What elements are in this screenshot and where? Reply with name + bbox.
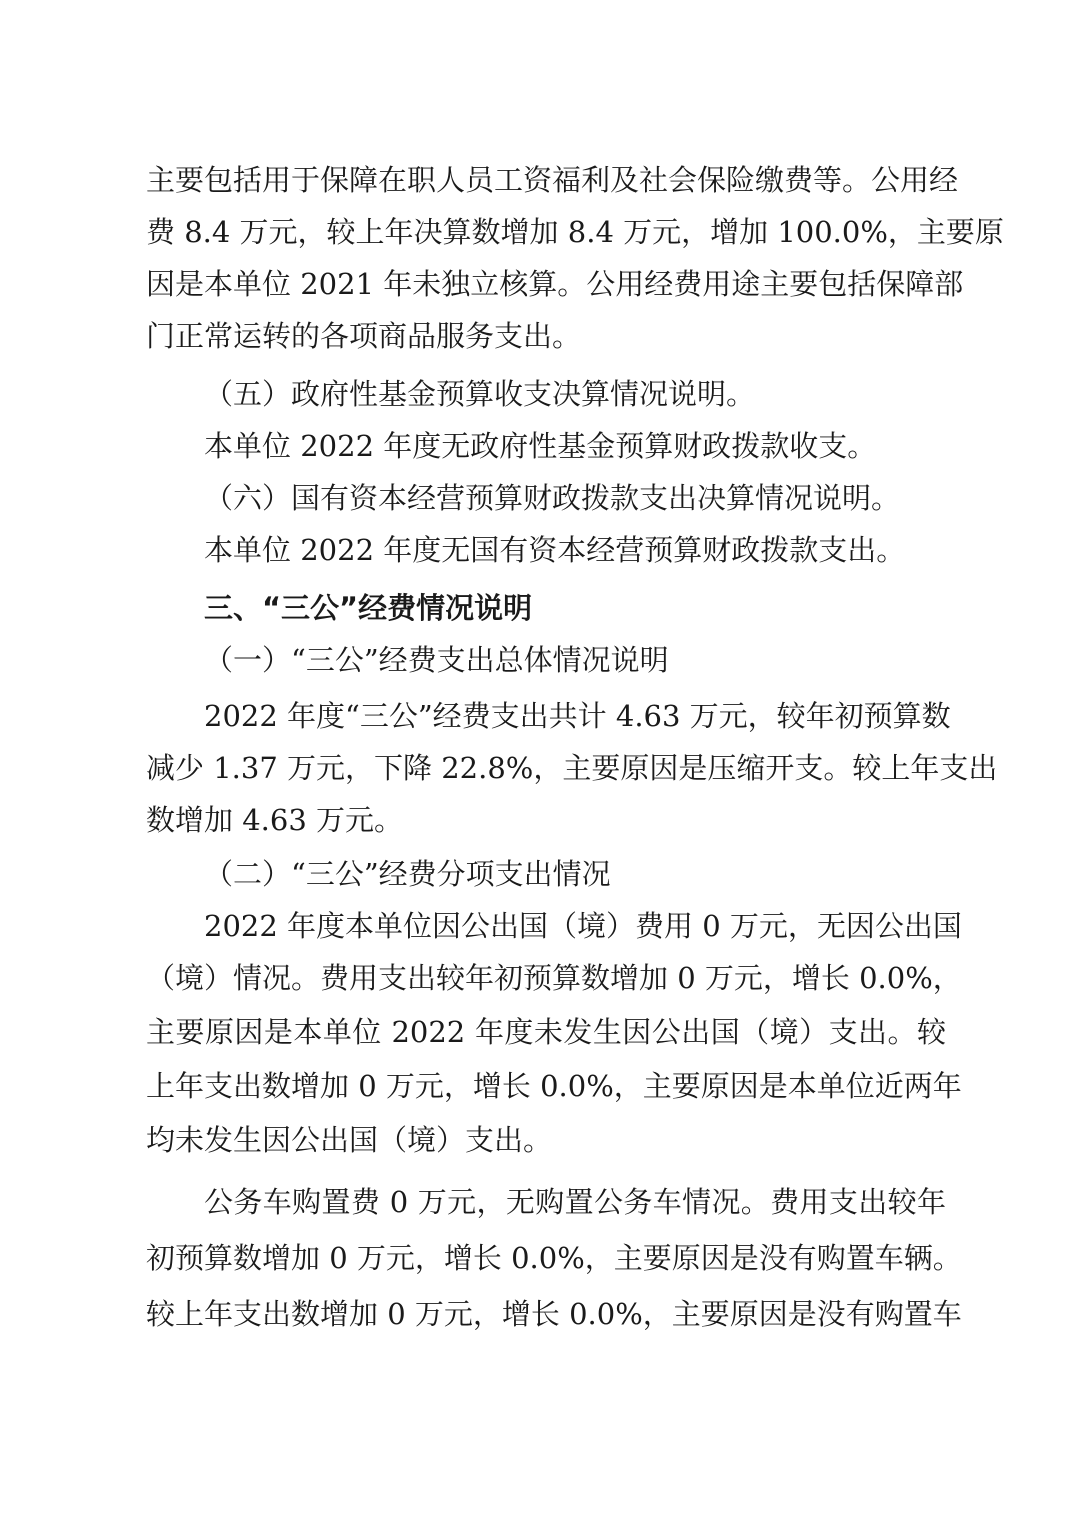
paragraph-line: 初预算数增加 0 万元，增长 0.0%，主要原因是没有购置车辆。 xyxy=(146,1241,962,1275)
section-heading: 三、“三公”经费情况说明 xyxy=(204,591,533,625)
paragraph-line: 均未发生因公出国（境）支出。 xyxy=(146,1123,553,1157)
paragraph-line: 费 8.4 万元，较上年决算数增加 8.4 万元，增加 100.0%，主要原 xyxy=(146,215,1004,249)
paragraph-line: 2022 年度“三公”经费支出共计 4.63 万元，较年初预算数 xyxy=(204,699,951,733)
section-subheading: （一）“三公”经费支出总体情况说明 xyxy=(204,643,669,677)
paragraph-line: 主要原因是本单位 2022 年度未发生因公出国（境）支出。较 xyxy=(146,1015,946,1049)
paragraph-line: 本单位 2022 年度无国有资本经营预算财政拨款支出。 xyxy=(204,533,906,567)
paragraph-line: 门正常运转的各项商品服务支出。 xyxy=(146,319,582,353)
paragraph-line: 主要包括用于保障在职人员工资福利及社会保险缴费等。公用经 xyxy=(146,163,959,197)
paragraph-line: 数增加 4.63 万元。 xyxy=(146,803,404,837)
paragraph-line: 上年支出数增加 0 万元，增长 0.0%，主要原因是本单位近两年 xyxy=(146,1069,962,1103)
paragraph-line: 本单位 2022 年度无政府性基金预算财政拨款收支。 xyxy=(204,429,877,463)
paragraph-line: （境）情况。费用支出较年初预算数增加 0 万元，增长 0.0%， xyxy=(146,961,962,995)
paragraph-line: 减少 1.37 万元，下降 22.8%，主要原因是压缩开支。较上年支出 xyxy=(146,751,998,785)
paragraph-line: 2022 年度本单位因公出国（境）费用 0 万元，无因公出国 xyxy=(204,909,962,943)
section-subheading: （五）政府性基金预算收支决算情况说明。 xyxy=(204,377,756,411)
paragraph-line: 公务车购置费 0 万元，无购置公务车情况。费用支出较年 xyxy=(204,1185,946,1219)
section-subheading: （六）国有资本经营预算财政拨款支出决算情况说明。 xyxy=(204,481,901,515)
section-subheading: （二）“三公”经费分项支出情况 xyxy=(204,857,611,891)
paragraph-line: 较上年支出数增加 0 万元，增长 0.0%，主要原因是没有购置车 xyxy=(146,1297,962,1331)
paragraph-line: 因是本单位 2021 年未独立核算。公用经费用途主要包括保障部 xyxy=(146,267,964,301)
